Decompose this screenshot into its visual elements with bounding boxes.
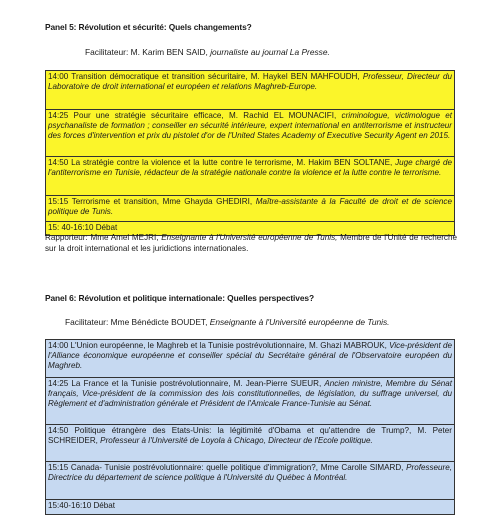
panel5-facilitator	[85, 47, 330, 57]
panel6-row-1: 14:00 L'Union européenne, le Maghreb et la Tunisie postrévolutionnaire, M. Ghazi MABROUK, Vice-président de l'Alliance économique européenne et conseiller spécial du Secrétaire général de l'Observatoire européen du Maghreb.	[46, 340, 454, 378]
panel5-facilitator-name: Facilitateur: M. Karim BEN SAID,	[85, 47, 211, 57]
panel6-schedule-table	[45, 339, 455, 515]
panel6-row-5: 15:40-16:10 Débat	[48, 501, 116, 510]
panel5-row-3: 14:50 La stratégie contre la violence et la lutte contre le terrorisme, M. Hakim BEN SOLTANE, Juge chargé de l'antiterrorisme en Tunisie, rédacteur de la stratégie nationale contre la violence et la lutte contre le terrorisme.	[46, 157, 454, 196]
panel5-row-1: 14:00 Transition démocratique et transition sécuritaire, M. Haykel BEN MAHFOUDH, Professeur, Directeur du Laboratoire de droit international et européen et relations Maghreb-Europe.	[46, 71, 454, 110]
panel5-row-5: 15: 40-16:10 Débat	[48, 223, 118, 232]
panel5-row-2: 14:25 Pour une stratégie sécuritaire efficace, M. Rachid EL MOUNACIFI, criminologue, victimologue et psychanaliste de formation ; conseiller en sécurité intérieure, expert international en antiterrorisme et instructeur des forces d'intervention et prix du pistolet d'or de l'United States Academy of Executive Security Agent en 2015.	[46, 110, 454, 157]
panel6-row-2: 14:25 La France et la Tunisie postrévolutionnaire, M. Jean-Pierre SUEUR, Ancien ministre, Membre du Sénat français, Vice-président de la commission des lois constitutionnelles, de législation, du suffrage universel, du Règlement et d'administration générale et Président de l'Amicale France-Tunisie au Sénat.	[46, 378, 454, 425]
panel6-facilitator-name: Facilitateur: Mme Bénédicte BOUDET,	[65, 317, 210, 327]
panel6-title: Panel 6: Révolution et politique internationale: Quelles perspectives?	[45, 293, 314, 303]
panel6-row-3: 14:50 Politique étrangère des Etats-Unis: la légitimité d'Obama et qu'attendre de Trump?, M. Peter SCHREIDER, Professeur à l'Université de Loyola à Chicago, Directeur de l'Ecole politique.	[46, 425, 454, 462]
panel5-facilitator-role: journaliste au journal La Presse.	[210, 47, 330, 57]
panel6-row-4: 15:15 Canada- Tunisie postrévolutionnaire: quelle politique d'immigration?, Mme Carolle SIMARD, Professeure, Directrice du département de science politique à l'Université du Québec à Montréal.	[46, 462, 454, 500]
panel5-title: Panel 5: Révolution et sécurité: Quels changements?	[45, 22, 252, 32]
panel5-rapporteur: Rapporteur: Mme Amel MEJRI, Enseignante à l'Université européenne de Tunis, Membre de l'Unité de recherche sur la droit international et les juridictions internationales.	[45, 233, 457, 253]
panel5-schedule-table	[45, 70, 455, 236]
panel6-facilitator	[65, 317, 390, 327]
panel5-row-4: 15:15 Terrorisme et transition, Mme Ghayda GHEDIRI, Maître-assistante à la Faculté de droit et de science politique de Tunis.	[46, 196, 454, 222]
panel6-facilitator-role: Enseignante à l'Université européenne de Tunis.	[209, 317, 390, 327]
